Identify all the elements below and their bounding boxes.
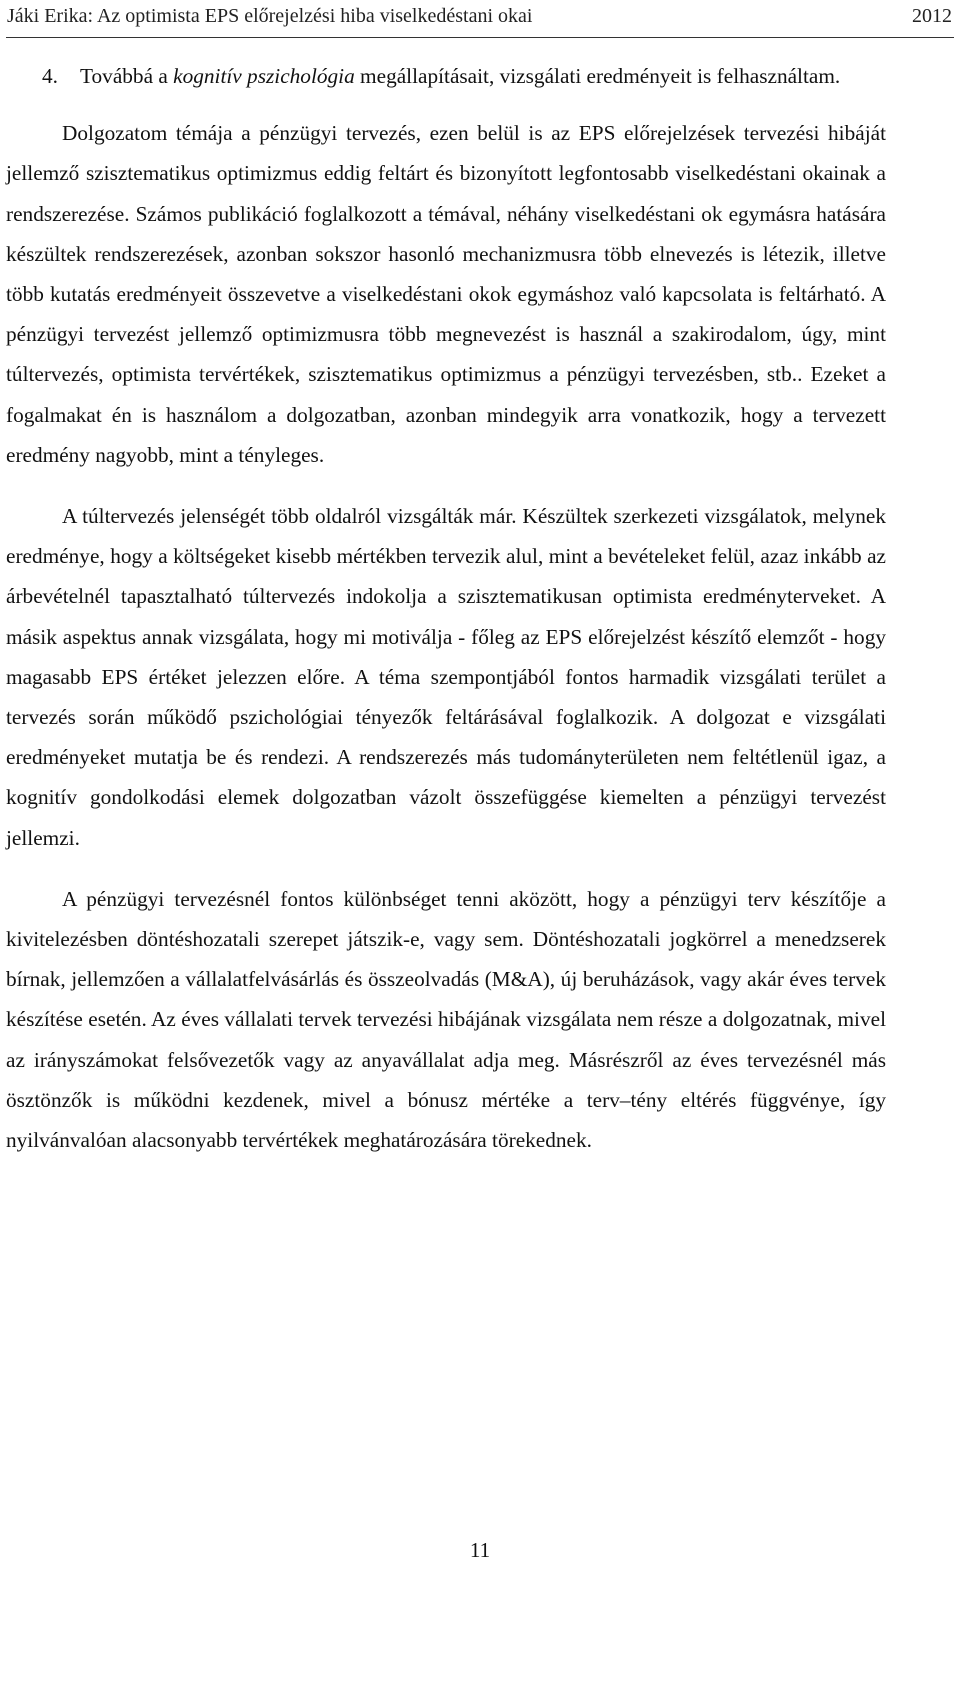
list-item-emphasis: kognitív pszichológia (173, 64, 355, 88)
header-year: 2012 (912, 5, 952, 27)
header-divider (6, 37, 954, 38)
header-title: Jáki Erika: Az optimista EPS előrejelzési hiba viselkedéstani okai (7, 5, 533, 27)
page-body (6, 56, 886, 1160)
page-number: 11 (469, 1538, 491, 1562)
list-item-number: 4. (42, 64, 58, 88)
list-item-text (80, 56, 886, 96)
paragraph-1: Dolgozatom témája a pénzügyi tervezés, ezen belül is az EPS előrejelzések tervezési hibáját jellemző szisztematikus optimizmus eddig feltárt és bizonyított legfontosabb viselkedéstani okainak a rendszerezése. Számos publikáció foglalkozott a témával, néhány viselkedéstani ok egymásra hatására készültek rendszerezések, azonban sokszor hasonló mechanizmusra több elnevezés is létezik, illetve több kutatás eredményeit összevetve a viselkedéstani okok egymáshoz való kapcsolata is feltárható. A pénzügyi tervezést jellemző optimizmusra több megnevezést is használ a szakirodalom, úgy, mint túltervezés, optimista tervértékek, szisztematikus optimizmus a pénzügyi tervezésben, stb.. Ezeket a fogalmakat én is használom a dolgozatban, azonban mindegyik arra vonatkozik, hogy a tervezett eredmény nagyobb, mint a tényleges. (6, 121, 886, 467)
list-item-text-after: megállapításait, vizsgálati eredményeit is felhasználtam. (354, 64, 841, 88)
running-header (0, 0, 960, 38)
paragraph-3: A pénzügyi tervezésnél fontos különbséget tenni aközött, hogy a pénzügyi terv készítője a kivitelezésben döntéshozatali szerepet játszik-e, vagy sem. Döntéshozatali jogkörrel a menedzserek bírnak, jellemzően a vállalatfelvásárlás és összeolvadás (M&A), új beruházások, vagy akár éves tervek készítése esetén. Az éves vállalati tervek tervezési hibájának vizsgálata nem része a dolgozatnak, mivel az irányszámokat felsővezetők vagy az anyavállalat adja meg. Másrészről az éves tervezésnél más ösztönzők is működni kezdenek, mivel a bónusz mértéke a terv–tény eltérés függvénye, így nyilvánvalóan alacsonyabb tervértékek meghatározására törekednek. (6, 886, 886, 1153)
paragraph-2: A túltervezés jelenségét több oldalról vizsgálták már. Készültek szerkezeti vizsgálatok, melynek eredménye, hogy a költségeket kisebb mértékben tervezik alul, mint a bevételeket felül, azaz inkább az árbevételnél tapasztalható túltervezés indokolja a szisztematikusan optimista eredményterveket. A másik aspektus annak vizsgálata, hogy mi motiválja - főleg az EPS előrejelzést készítő elemzőt - hogy magasabb EPS értéket jelezzen előre. A téma szempontjából fontos harmadik vizsgálati terület a tervezés során működő pszichológiai tényezők feltárásával foglalkozik. A dolgozat e vizsgálati eredményeket mutatja be és rendezi. A rendszerezés más tudományterületen nem feltétlenül igaz, a kognitív gondolkodási elemek dolgozatban vázolt összefüggése kiemelten a pénzügyi tervezést jellemzi. (6, 504, 886, 850)
list-item-text-before: Továbbá a (80, 64, 174, 88)
list-item-4 (6, 56, 886, 96)
